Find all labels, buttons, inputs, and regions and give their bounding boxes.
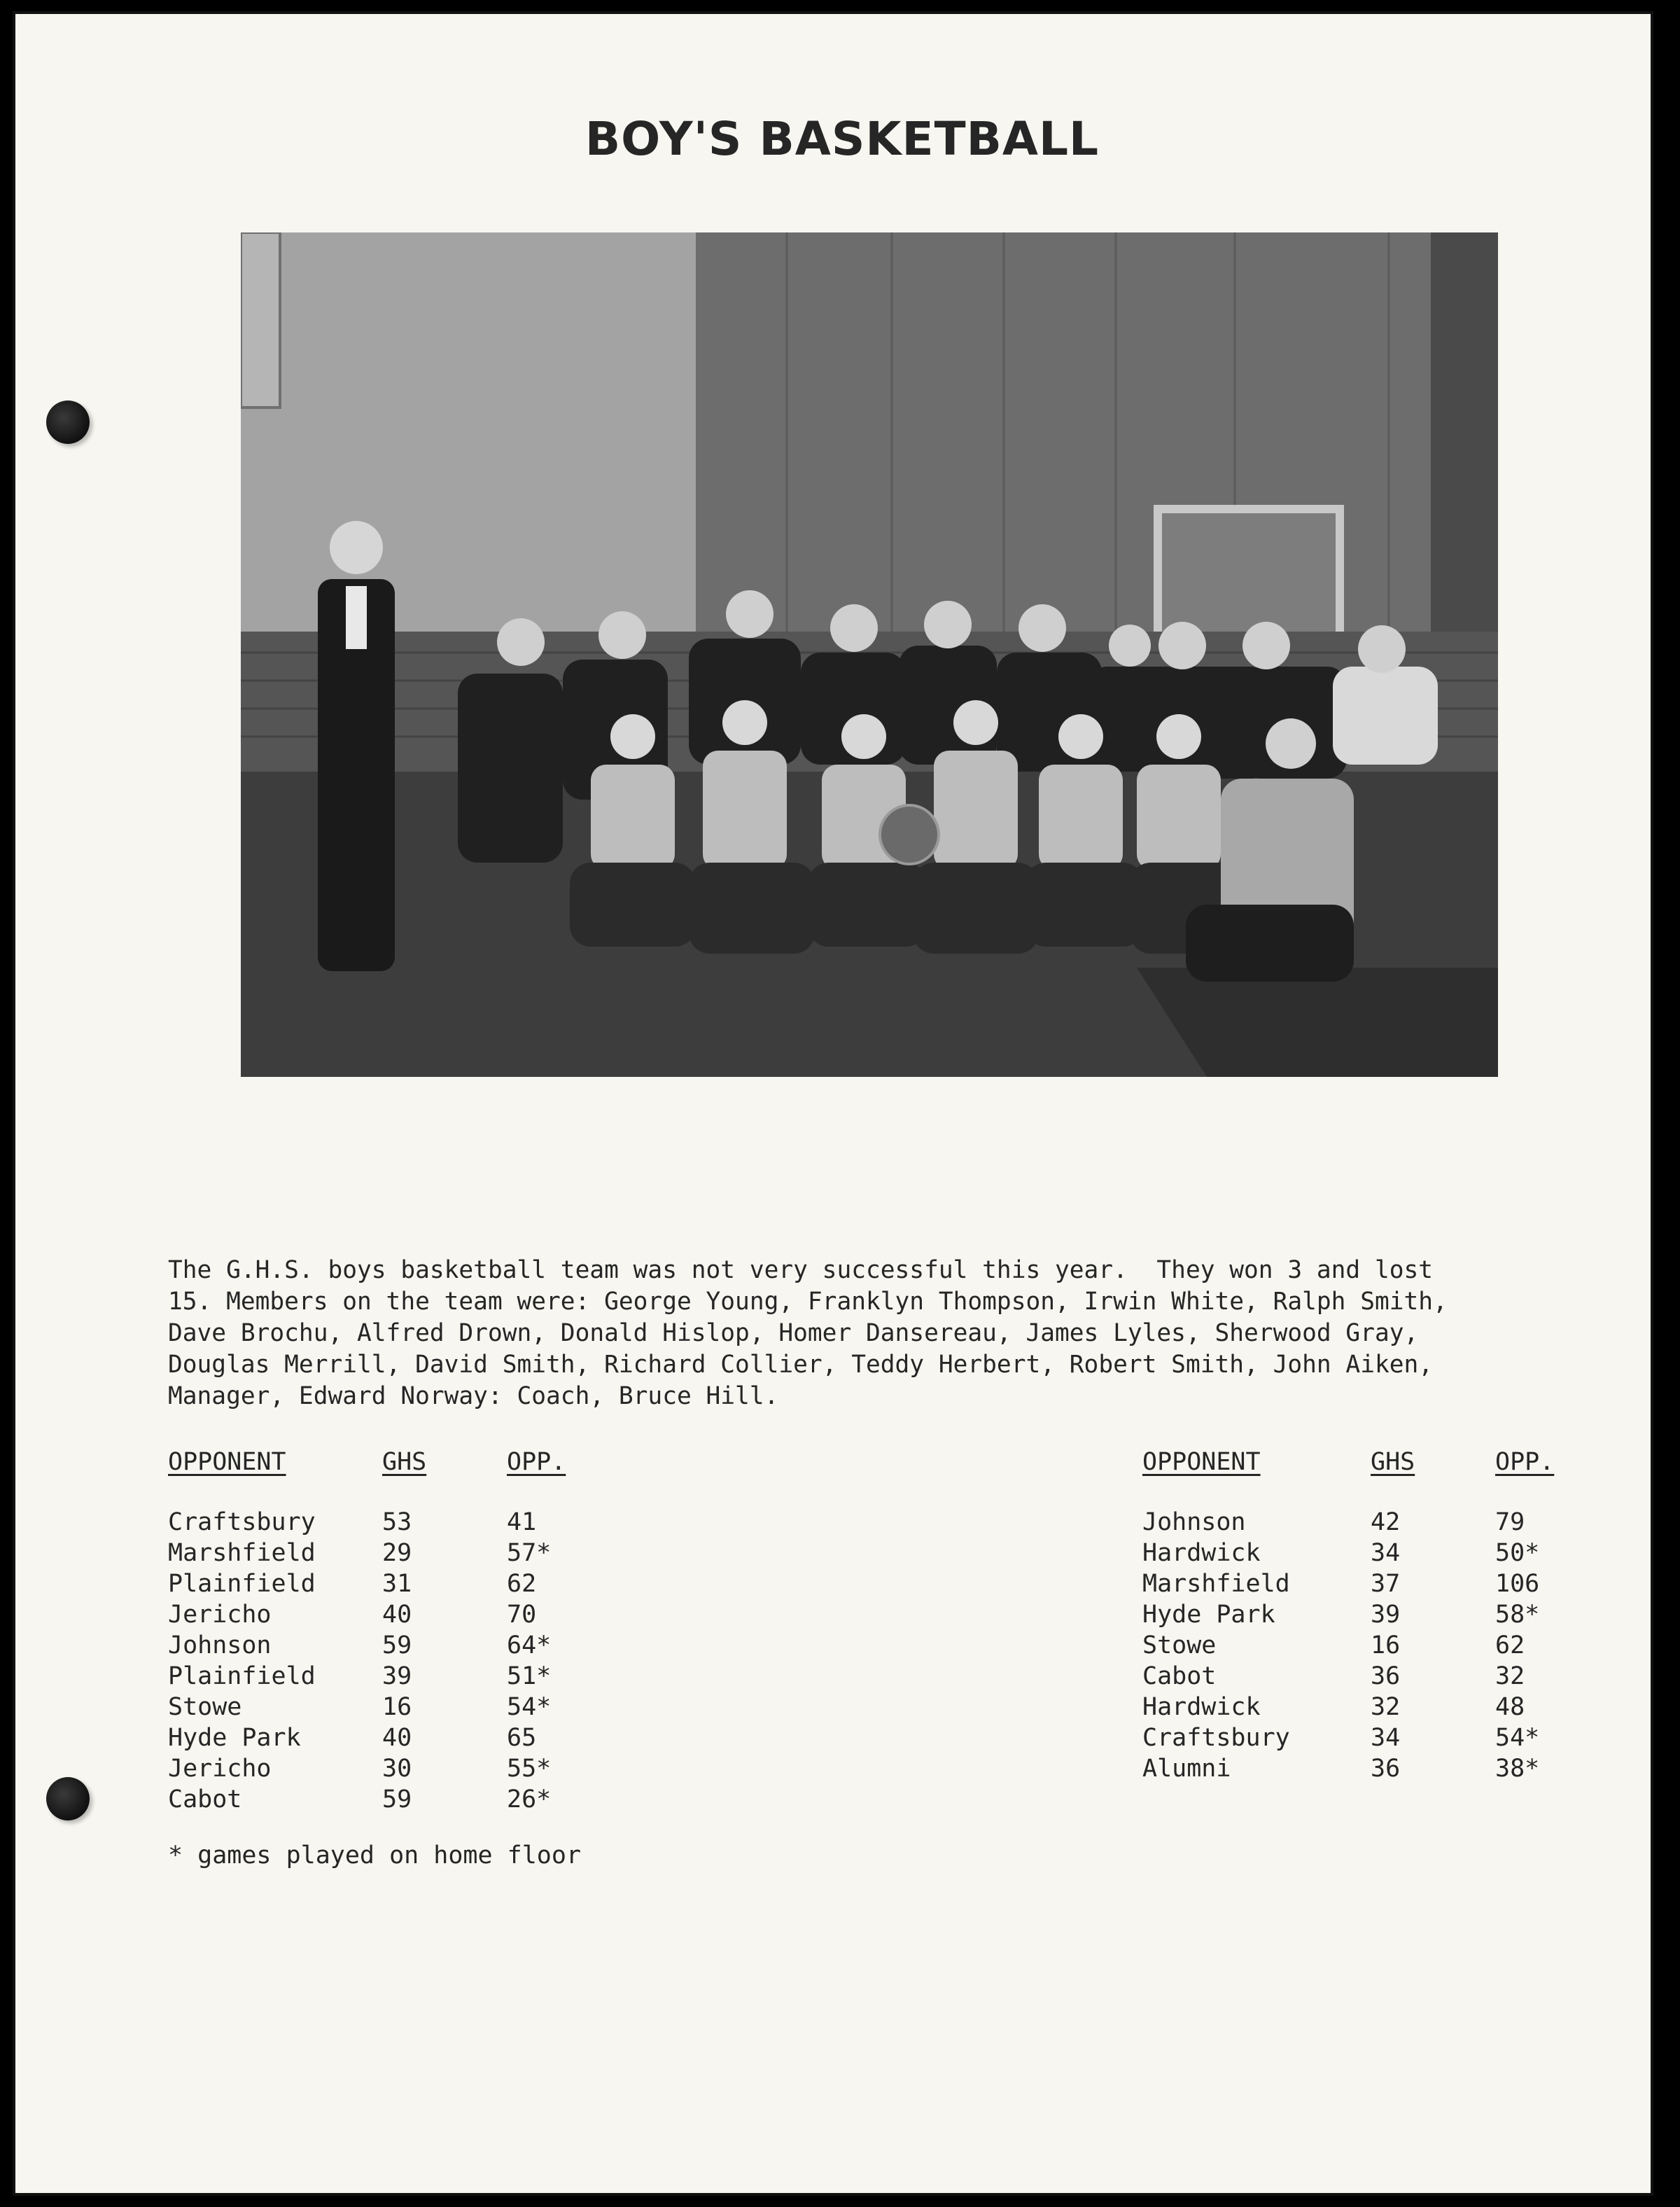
opp-score-cell: 50* xyxy=(1495,1539,1540,1567)
binder-hole-top xyxy=(46,401,90,444)
opp-score-cell: 26* xyxy=(507,1785,552,1813)
ghs-score-cell: 42 xyxy=(1371,1508,1401,1536)
ghs-score-cell: 36 xyxy=(1371,1755,1401,1783)
opponent-cell: Hyde Park xyxy=(1142,1601,1275,1629)
opp-score-cell: 79 xyxy=(1495,1508,1525,1536)
opponent-cell: Plainfield xyxy=(168,1570,316,1598)
ghs-score-cell: 40 xyxy=(382,1724,412,1752)
ghs-score-cell: 36 xyxy=(1371,1662,1401,1690)
ghs-score-cell: 40 xyxy=(382,1601,412,1629)
ghs-score-cell: 53 xyxy=(382,1508,412,1536)
binder-hole-bottom xyxy=(46,1777,90,1820)
opp-score-cell: 62 xyxy=(1495,1631,1525,1659)
team-photo xyxy=(241,232,1498,1077)
ghs-score-cell: 31 xyxy=(382,1570,412,1598)
opp-score-cell: 58* xyxy=(1495,1601,1540,1629)
opp-score-cell: 55* xyxy=(507,1755,552,1783)
opponent-cell: Hardwick xyxy=(1142,1693,1261,1721)
opp-score-cell: 41 xyxy=(507,1508,537,1536)
opponent-cell: Johnson xyxy=(1142,1508,1246,1536)
opponent-cell: Marshfield xyxy=(1142,1570,1290,1598)
opp-score-cell: 48 xyxy=(1495,1693,1525,1721)
opponent-cell: Craftsbury xyxy=(168,1508,316,1536)
opp-score-cell: 51* xyxy=(507,1662,552,1690)
team-photo-illustration xyxy=(241,232,1498,1077)
header-opp: OPP. xyxy=(507,1448,566,1476)
opp-score-cell: 38* xyxy=(1495,1755,1540,1783)
opp-score-cell: 32 xyxy=(1495,1662,1525,1690)
opp-score-cell: 54* xyxy=(507,1693,552,1721)
opp-score-cell: 106 xyxy=(1495,1570,1540,1598)
opponent-cell: Craftsbury xyxy=(1142,1724,1290,1752)
ghs-score-cell: 37 xyxy=(1371,1570,1401,1598)
page-title: BOY'S BASKETBALL xyxy=(584,112,1100,166)
opponent-cell: Johnson xyxy=(168,1631,272,1659)
opp-score-cell: 57* xyxy=(507,1539,552,1567)
opponent-cell: Cabot xyxy=(168,1785,242,1813)
ghs-score-cell: 39 xyxy=(382,1662,412,1690)
ghs-score-cell: 59 xyxy=(382,1631,412,1659)
opponent-cell: Stowe xyxy=(1142,1631,1217,1659)
opponent-cell: Jericho xyxy=(168,1601,272,1629)
ghs-score-cell: 32 xyxy=(1371,1693,1401,1721)
team-summary: The G.H.S. boys basketball team was not very successful this year. They won 3 and lost 15. Members on the team were: George Young, Franklyn Thompson, Irwin White, Ralph Smith, Dave Brochu, Alfred Drown, Donald Hislop, Homer Dansereau, James Lyles, Sherwood Gray, Douglas Merrill, David Smith, Richard Collier, Teddy Herbert, Robert Smith, John Aiken, Manager, Edward Norway: Coach, Bruce Hill. xyxy=(168,1256,1448,1410)
ghs-score-cell: 34 xyxy=(1371,1539,1401,1567)
header-opponent: OPPONENT xyxy=(1142,1448,1261,1476)
ghs-score-cell: 39 xyxy=(1371,1601,1401,1629)
ghs-score-cell: 34 xyxy=(1371,1724,1401,1752)
opponent-cell: Plainfield xyxy=(168,1662,316,1690)
opp-score-cell: 64* xyxy=(507,1631,552,1659)
header-ghs: GHS xyxy=(382,1448,427,1476)
opp-score-cell: 62 xyxy=(507,1570,537,1598)
ghs-score-cell: 59 xyxy=(382,1785,412,1813)
ghs-score-cell: 30 xyxy=(382,1755,412,1783)
ghs-score-cell: 29 xyxy=(382,1539,412,1567)
ghs-score-cell: 16 xyxy=(1371,1631,1401,1659)
opp-score-cell: 65 xyxy=(507,1724,537,1752)
opp-score-cell: 54* xyxy=(1495,1724,1540,1752)
opponent-cell: Hardwick xyxy=(1142,1539,1261,1567)
header-ghs: GHS xyxy=(1371,1448,1415,1476)
home-floor-footnote: * games played on home floor xyxy=(168,1842,582,1870)
opponent-cell: Hyde Park xyxy=(168,1724,301,1752)
opponent-cell: Alumni xyxy=(1142,1755,1231,1783)
opponent-cell: Marshfield xyxy=(168,1539,316,1567)
opponent-cell: Stowe xyxy=(168,1693,242,1721)
opponent-cell: Jericho xyxy=(168,1755,272,1783)
header-opponent: OPPONENT xyxy=(168,1448,286,1476)
opp-score-cell: 70 xyxy=(507,1601,537,1629)
header-opp: OPP. xyxy=(1495,1448,1555,1476)
ghs-score-cell: 16 xyxy=(382,1693,412,1721)
opponent-cell: Cabot xyxy=(1142,1662,1217,1690)
